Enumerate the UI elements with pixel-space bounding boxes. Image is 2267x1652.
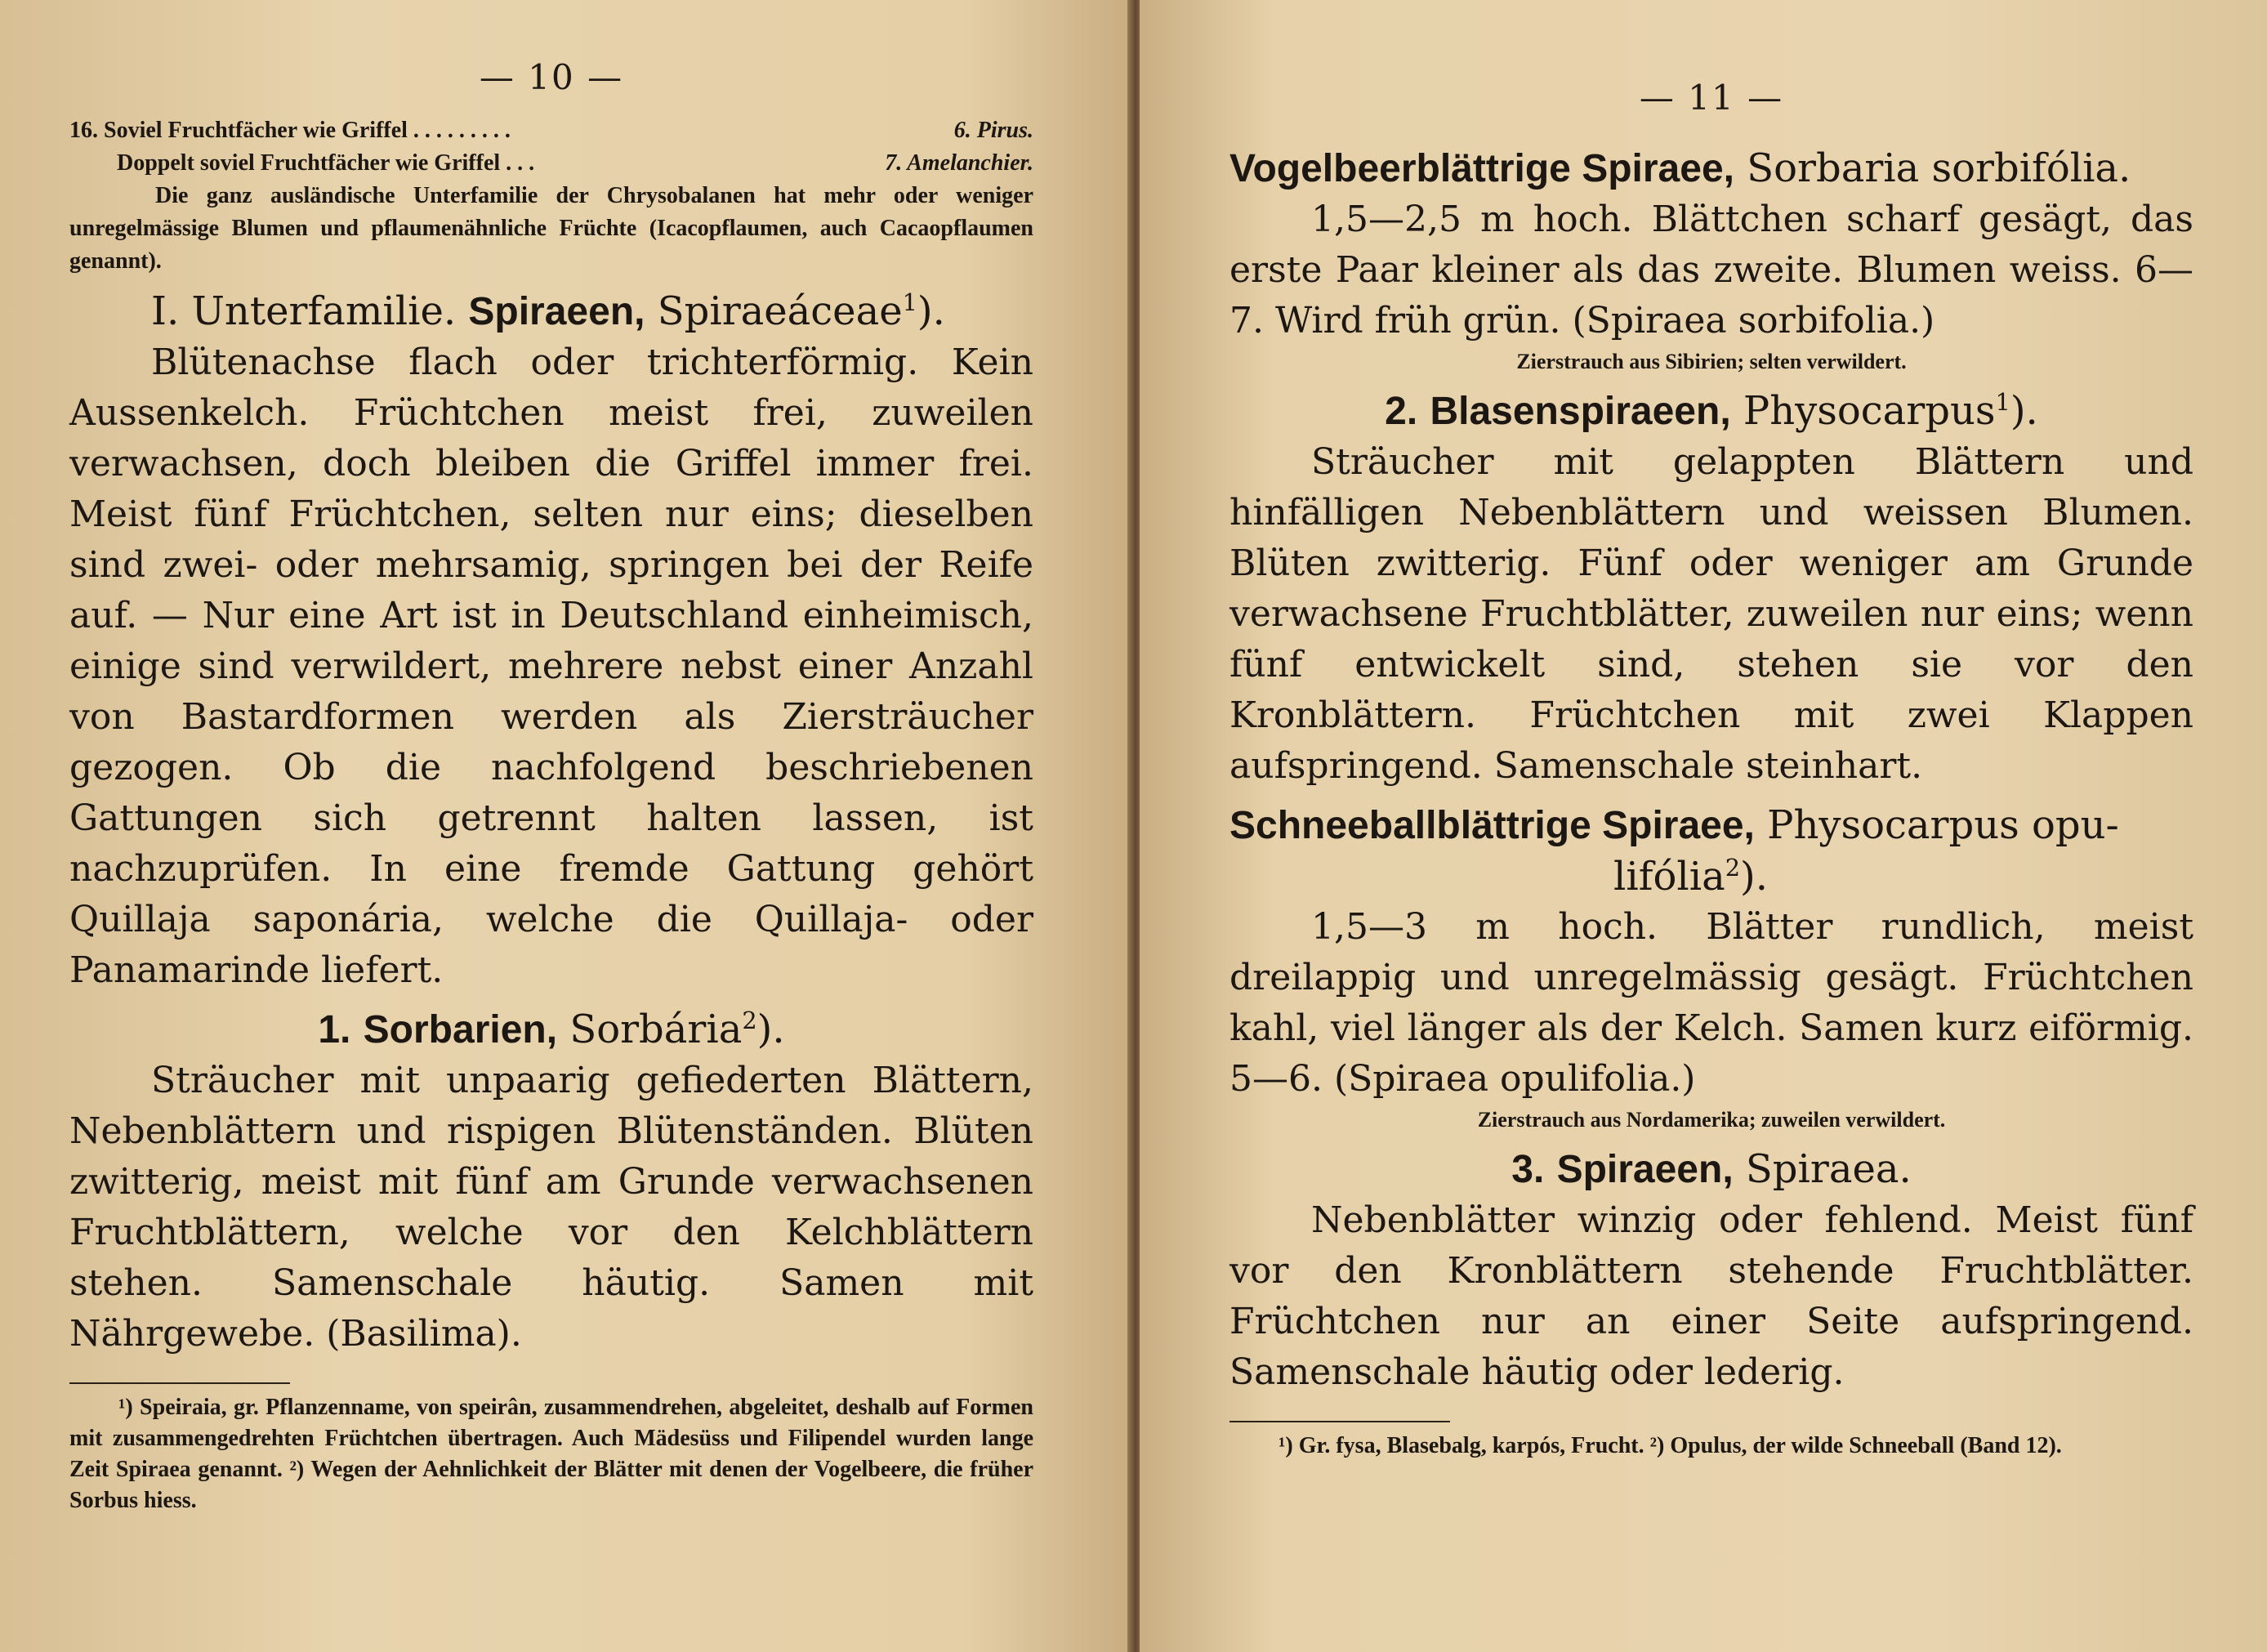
- footnote-divider: [69, 1382, 290, 1384]
- species-description-vogelbeer: 1,5—2,5 m hoch. Blättchen scharf gesägt, das erste Paar kleiner als das zweite. Blumen weiss. 6—7. Wird früh grün. (Spiraea sorbifolia.): [1229, 199, 2193, 342]
- genus-name: Blasenspiraeen,: [1430, 390, 1731, 433]
- genus-latin: Spiraea.: [1745, 1146, 1912, 1192]
- footnote-left: ¹) Speiraia, gr. Pflanzenname, von speirân, zusammendrehen, abgeleitet, deshalb auf Formen mit zusammengedrehten Früchtchen übertragen. Auch Mädesüss und Filipendel wurden lange Zeit Spiraea genannt. ²) Wegen der Aehnlichkeit der Blätter mit denen der Vogelbeere, die früher Sorbus hiess.: [69, 1395, 1033, 1513]
- genus-heading-spiraeen: [1229, 1144, 2193, 1195]
- key-target: 7. Amelanchier.: [885, 150, 1033, 176]
- genus-description-blasenspiraeen: Sträucher mit gelappten Blättern und hinfälligen Nebenblättern und weissen Blumen. Blüten zwitterig. Fünf oder weniger am Grunde verwachsene Fruchtblätter, zuweilen nur eins; wenn fünf entwickelt sind, stehen sie vor den Kronblättern. Früchtchen mit zwei Klappen aufspringend. Samenschale steinhart.: [1229, 441, 2193, 787]
- key-lead: 16. Soviel Fruchtfächer wie Griffel . . . . . . . . .: [69, 118, 511, 143]
- footnote-ref: 1: [902, 288, 917, 316]
- subfamily-heading: [69, 286, 1033, 337]
- genus-tail: ).: [2010, 388, 2038, 434]
- subfamily-tail: ).: [917, 288, 945, 334]
- genus-heading-blasenspiraeen: [1229, 386, 2193, 437]
- genus-number: 3.: [1511, 1148, 1545, 1191]
- right-page: [1140, 0, 2267, 1652]
- species-latin: Sorbaria sorbifólia.: [1747, 145, 2131, 191]
- species-name: Schneeballblättrige Spiraee,: [1229, 804, 1755, 847]
- page-number-right: — 11 —: [1639, 78, 1784, 118]
- genus-name: Sorbarien,: [363, 1008, 558, 1051]
- species-name: Vogelbeerblättrige Spiraee,: [1229, 147, 1734, 190]
- key-row-16b: [69, 147, 1033, 180]
- genus-tail: ).: [756, 1007, 785, 1052]
- species-description-schneeball: 1,5—3 m hoch. Blätter rundlich, meist dreilappig und unregelmässig gesägt. Früchtchen kahl, viel länger als der Kelch. Samen kurz eiförmig. 5—6. (Spiraea opulifolia.): [1229, 906, 2193, 1100]
- footnote-ref: 1: [1995, 388, 2010, 416]
- key-lead: Doppelt soviel Fruchtfächer wie Griffel . . .: [117, 150, 535, 176]
- genus-description-spiraeen: Nebenblätter winzig oder fehlend. Meist fünf vor den Kronblättern stehende Fruchtblätter. Früchtchen nur an einer Seite aufspringend. Samenschale häutig oder lederig.: [1229, 1199, 2193, 1393]
- page-number-left: — 10 —: [479, 57, 624, 97]
- genus-number: 2.: [1385, 390, 1418, 433]
- species-latin-line2: lifólia: [1613, 854, 1725, 900]
- key-target: 6. Pirus.: [953, 118, 1033, 143]
- genus-name: Spiraeen,: [1556, 1148, 1734, 1191]
- subfamily-latin: Spiraeáceae: [657, 288, 903, 334]
- species-heading-vogelbeer: [1229, 143, 2193, 194]
- genus-heading-sorbarien: [69, 1004, 1033, 1056]
- species-origin-note: Zierstrauch aus Nordamerika; zuweilen verwildert.: [1477, 1108, 1946, 1132]
- species-tail: ).: [1740, 854, 1768, 900]
- species-heading-schneeball: [1229, 800, 2193, 902]
- footnote-divider: [1229, 1421, 1450, 1422]
- genus-latin: Physocarpus: [1743, 388, 1996, 434]
- identification-key: [69, 114, 1033, 278]
- genus-number: 1.: [318, 1008, 351, 1051]
- left-page: [0, 0, 1131, 1652]
- footnote-ref: 2: [742, 1007, 757, 1034]
- subfamily-prefix: I. Unterfamilie.: [151, 288, 457, 334]
- subfamily-name: Spiraeen,: [468, 290, 645, 333]
- species-latin-line1: Physocarpus opu-: [1767, 802, 2119, 848]
- footnote-right: ¹) Gr. fysa, Blasebalg, karpós, Frucht. ²) Opulus, der wilde Schneeball (Band 12).: [1279, 1433, 2062, 1458]
- genus-latin: Sorbária: [569, 1007, 743, 1052]
- species-origin-note: Zierstrauch aus Sibirien; selten verwildert.: [1516, 350, 1907, 373]
- subfamily-description: Blütenachse flach oder trichterförmig. Kein Aussenkelch. Früchtchen meist frei, zuweilen verwachsen, doch bleiben die Griffel immer frei. Meist fünf Früchtchen, selten nur eins; dieselben sind zwei- oder mehrsamig, springen bei der Reife auf. — Nur eine Art ist in Deutschland einheimisch, einige sind verwildert, mehrere nebst einer Anzahl von Bastardformen werden als Ziersträucher gezogen. Ob die nachfolgend beschriebenen Gattungen sich getrennt halten lassen, ist nachzuprüfen. In eine fremde Gattung gehört Quillaja saponária, welche die Quillaja- oder Panamarinde liefert.: [69, 342, 1033, 991]
- key-note: Die ganz ausländische Unterfamilie der Chrysobalanen hat mehr oder weniger unregelmässige Blumen und pflaumenähnliche Früchte (Icacopflaumen, auch Cacaopflaumen genannt).: [69, 183, 1033, 274]
- genus-description-sorbarien: Sträucher mit unpaarig gefiederten Blättern, Nebenblättern und rispigen Blütenständen. Blüten zwitterig, meist mit fünf am Grunde verwachsenen Fruchtblättern, welche vor den Kelchblättern stehen. Samenschale häutig. Samen mit Nährgewebe. (Basilima).: [69, 1060, 1033, 1355]
- key-row-16: [69, 114, 1033, 147]
- footnote-ref: 2: [1725, 854, 1741, 882]
